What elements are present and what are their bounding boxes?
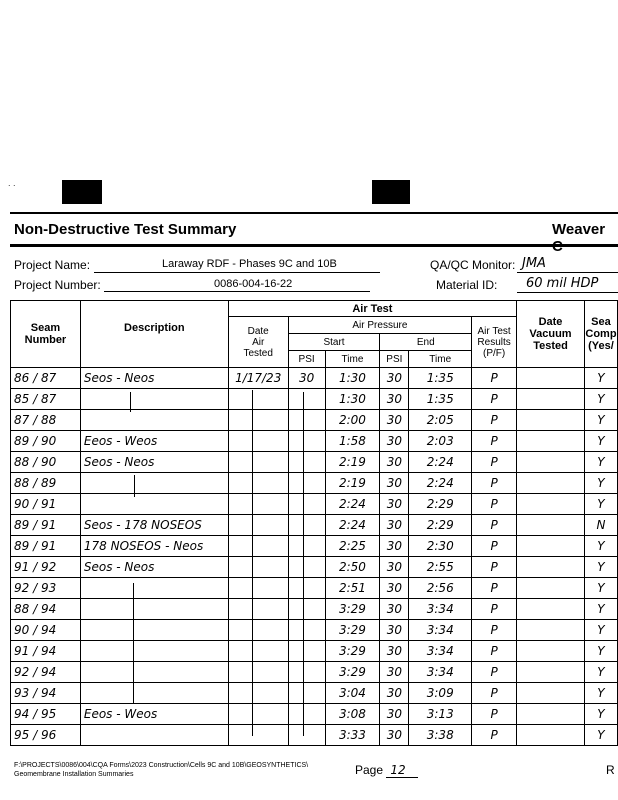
cell-seam: 89 / 91: [11, 515, 81, 536]
material-id-value: 60 mil HDP: [526, 276, 599, 291]
cell-end-psi: 30: [380, 704, 409, 725]
cell-vacuum: [517, 620, 585, 641]
cell-date: [228, 725, 288, 746]
cell-result: P: [472, 641, 517, 662]
cell-description: [80, 410, 228, 431]
cell-comp: Y: [584, 557, 617, 578]
cell-description: Seos - 178 NOSEOS: [80, 515, 228, 536]
cell-seam: 94 / 95: [11, 704, 81, 725]
table-row: [11, 641, 618, 662]
cell-start-psi: [288, 410, 325, 431]
cell-start-psi: [288, 494, 325, 515]
project-number-value: 0086-004-16-22: [214, 278, 293, 290]
cell-end-time: 2:30: [409, 536, 472, 557]
table-row: [11, 620, 618, 641]
cell-date: [228, 641, 288, 662]
cell-start-time: 3:08: [325, 704, 380, 725]
footer-right-mark: R: [606, 763, 615, 777]
cell-start-time: 2:00: [325, 410, 380, 431]
cell-date: [228, 599, 288, 620]
scan-marks: . .: [8, 178, 16, 188]
cell-description: [80, 725, 228, 746]
cell-end-psi: 30: [380, 389, 409, 410]
cell-end-psi: 30: [380, 368, 409, 389]
table-row: [11, 578, 618, 599]
cell-start-time: 1:30: [325, 368, 380, 389]
col-description-header: Description: [80, 301, 228, 368]
cell-result: P: [472, 620, 517, 641]
cell-description: [80, 578, 228, 599]
cell-result: P: [472, 389, 517, 410]
cell-start-psi: [288, 536, 325, 557]
cell-date: [228, 578, 288, 599]
cell-description: [80, 473, 228, 494]
table-row: [11, 452, 618, 473]
project-name-label: Project Name:: [14, 258, 91, 272]
cell-end-time: 3:34: [409, 662, 472, 683]
cell-start-psi: [288, 599, 325, 620]
cell-vacuum: [517, 557, 585, 578]
cell-start-psi: [288, 431, 325, 452]
cell-start-psi: [288, 452, 325, 473]
cell-end-psi: 30: [380, 578, 409, 599]
cell-vacuum: [517, 641, 585, 662]
col-seam-header: Seam Number: [11, 301, 81, 368]
cell-comp: Y: [584, 662, 617, 683]
cell-seam: 92 / 94: [11, 662, 81, 683]
cell-seam: 85 / 87: [11, 389, 81, 410]
cell-result: P: [472, 368, 517, 389]
cell-comp: Y: [584, 431, 617, 452]
cell-end-psi: 30: [380, 494, 409, 515]
cell-result: P: [472, 515, 517, 536]
air-pressure-header: Air Pressure: [288, 317, 471, 334]
material-id-label: Material ID:: [436, 278, 498, 292]
cell-vacuum: [517, 599, 585, 620]
table-row: [11, 368, 618, 389]
cell-end-psi: 30: [380, 473, 409, 494]
cell-comp: Y: [584, 578, 617, 599]
cell-result: P: [472, 536, 517, 557]
cell-start-time: 3:29: [325, 620, 380, 641]
cell-end-time: 1:35: [409, 389, 472, 410]
cell-end-time: 3:09: [409, 683, 472, 704]
cell-seam: 90 / 94: [11, 620, 81, 641]
cell-date: [228, 452, 288, 473]
cell-description: [80, 641, 228, 662]
start-psi-header: PSI: [288, 351, 325, 368]
cell-comp: Y: [584, 704, 617, 725]
table-row: [11, 683, 618, 704]
footer-path: F:\PROJECTS\0086\004\CQA Forms\2023 Construction\Cells 9C and 10B\GEOSYNTHETICS\ Geomembrane Installation Summaries: [14, 762, 309, 778]
ditto-arrow-psi: [303, 392, 304, 736]
start-header: Start: [288, 334, 380, 351]
cell-end-psi: 30: [380, 515, 409, 536]
cell-result: P: [472, 452, 517, 473]
table-row: [11, 662, 618, 683]
table-row: [11, 704, 618, 725]
cell-start-time: 2:24: [325, 515, 380, 536]
cell-date: [228, 473, 288, 494]
cell-result: P: [472, 557, 517, 578]
cell-comp: Y: [584, 641, 617, 662]
cell-vacuum: [517, 410, 585, 431]
cell-vacuum: [517, 368, 585, 389]
cell-comp: Y: [584, 683, 617, 704]
cell-start-psi: [288, 557, 325, 578]
cell-comp: Y: [584, 389, 617, 410]
cell-start-time: 3:29: [325, 641, 380, 662]
col-comp-header: Sea Comp (Yes/: [584, 301, 617, 368]
table-row: [11, 557, 618, 578]
cell-end-time: 2:03: [409, 431, 472, 452]
cell-result: P: [472, 662, 517, 683]
cell-vacuum: [517, 473, 585, 494]
cell-end-time: 1:35: [409, 368, 472, 389]
cell-result: P: [472, 683, 517, 704]
table-row: [11, 494, 618, 515]
table-row: [11, 536, 618, 557]
ditto-arrow-desc-1: [130, 392, 131, 412]
cell-end-time: 3:34: [409, 599, 472, 620]
cell-description: [80, 683, 228, 704]
cell-vacuum: [517, 389, 585, 410]
cell-result: P: [472, 599, 517, 620]
cell-start-psi: [288, 620, 325, 641]
cell-end-psi: 30: [380, 452, 409, 473]
redaction-box-left: [62, 180, 102, 204]
table-row: [11, 515, 618, 536]
cell-start-psi: [288, 641, 325, 662]
cell-result: P: [472, 473, 517, 494]
cell-start-time: 3:04: [325, 683, 380, 704]
col-results-header: Air Test Results (P/F): [472, 317, 517, 368]
ditto-arrow-date: [252, 390, 253, 736]
air-test-table: [10, 300, 618, 746]
cell-description: [80, 620, 228, 641]
cell-vacuum: [517, 431, 585, 452]
cell-result: P: [472, 410, 517, 431]
cell-end-time: 3:34: [409, 641, 472, 662]
table-row: [11, 725, 618, 746]
company-name: Weaver: [552, 221, 606, 238]
col-date-header: Date Air Tested: [228, 317, 288, 368]
cell-end-time: 2:29: [409, 515, 472, 536]
cell-description: [80, 599, 228, 620]
cell-start-psi: [288, 725, 325, 746]
cell-start-psi: [288, 515, 325, 536]
cell-description: [80, 389, 228, 410]
cell-end-psi: 30: [380, 431, 409, 452]
material-id-line: [517, 292, 618, 293]
cell-start-psi: [288, 662, 325, 683]
cell-description: Seos - Neos: [80, 557, 228, 578]
cell-comp: Y: [584, 494, 617, 515]
cell-vacuum: [517, 515, 585, 536]
cell-comp: Y: [584, 536, 617, 557]
project-name-line: [94, 272, 380, 273]
cell-seam: 95 / 96: [11, 725, 81, 746]
cell-vacuum: [517, 704, 585, 725]
cell-start-time: 3:33: [325, 725, 380, 746]
cell-start-time: 1:58: [325, 431, 380, 452]
cell-end-psi: 30: [380, 557, 409, 578]
cell-seam: 89 / 90: [11, 431, 81, 452]
project-number-label: Project Number:: [14, 278, 101, 292]
cell-seam: 92 / 93: [11, 578, 81, 599]
table-row: [11, 473, 618, 494]
cell-vacuum: [517, 536, 585, 557]
cell-vacuum: [517, 725, 585, 746]
cell-date: [228, 683, 288, 704]
cell-date: [228, 536, 288, 557]
page-indicator: Page 12: [355, 763, 418, 777]
cell-end-time: 2:24: [409, 473, 472, 494]
cell-start-time: 3:29: [325, 662, 380, 683]
cell-seam: 88 / 94: [11, 599, 81, 620]
cell-seam: 93 / 94: [11, 683, 81, 704]
cell-result: P: [472, 431, 517, 452]
cell-result: P: [472, 725, 517, 746]
cell-end-time: 2:24: [409, 452, 472, 473]
cell-comp: Y: [584, 410, 617, 431]
cell-result: P: [472, 494, 517, 515]
col-vacuum-header: Date Vacuum Tested: [517, 301, 585, 368]
cell-comp: N: [584, 515, 617, 536]
cell-end-time: 2:55: [409, 557, 472, 578]
start-time-header: Time: [325, 351, 380, 368]
cell-seam: 91 / 92: [11, 557, 81, 578]
cell-start-time: 2:19: [325, 473, 380, 494]
cell-start-time: 2:19: [325, 452, 380, 473]
cell-start-psi: [288, 473, 325, 494]
table-row: [11, 389, 618, 410]
page-number: 12: [386, 763, 417, 778]
cell-end-time: 2:29: [409, 494, 472, 515]
cell-seam: 87 / 88: [11, 410, 81, 431]
end-psi-header: PSI: [380, 351, 409, 368]
cell-end-psi: 30: [380, 683, 409, 704]
cell-vacuum: [517, 494, 585, 515]
cell-end-time: 2:56: [409, 578, 472, 599]
cell-date: [228, 389, 288, 410]
cell-vacuum: [517, 662, 585, 683]
cell-comp: Y: [584, 620, 617, 641]
cell-comp: Y: [584, 599, 617, 620]
cell-start-psi: [288, 683, 325, 704]
cell-description: Eeos - Weos: [80, 431, 228, 452]
cell-description: 178 NOSEOS - Neos: [80, 536, 228, 557]
cell-date: 1/17/23: [228, 368, 288, 389]
cell-end-time: 3:34: [409, 620, 472, 641]
cell-date: [228, 620, 288, 641]
cell-comp: Y: [584, 452, 617, 473]
cell-end-psi: 30: [380, 536, 409, 557]
table-row: [11, 410, 618, 431]
cell-seam: 86 / 87: [11, 368, 81, 389]
cell-vacuum: [517, 683, 585, 704]
cell-end-time: 3:38: [409, 725, 472, 746]
cell-comp: Y: [584, 368, 617, 389]
ditto-arrow-desc-2: [134, 475, 135, 497]
air-test-header: Air Test: [228, 301, 516, 317]
cell-start-time: 2:25: [325, 536, 380, 557]
ditto-arrow-desc-3: [133, 583, 134, 703]
cell-result: P: [472, 578, 517, 599]
cell-end-psi: 30: [380, 620, 409, 641]
cell-comp: Y: [584, 725, 617, 746]
cell-date: [228, 410, 288, 431]
cell-vacuum: [517, 578, 585, 599]
end-header: End: [380, 334, 472, 351]
cell-end-psi: 30: [380, 641, 409, 662]
qa-monitor-line: [517, 272, 618, 273]
page-title: Non-Destructive Test Summary: [14, 221, 237, 238]
cell-comp: Y: [584, 473, 617, 494]
cell-description: [80, 494, 228, 515]
cell-start-psi: [288, 389, 325, 410]
cell-end-time: 3:13: [409, 704, 472, 725]
end-time-header: Time: [409, 351, 472, 368]
project-name-value: Laraway RDF - Phases 9C and 10B: [162, 258, 337, 270]
cell-date: [228, 494, 288, 515]
cell-seam: 89 / 91: [11, 536, 81, 557]
table-row: [11, 599, 618, 620]
cell-result: P: [472, 704, 517, 725]
cell-date: [228, 704, 288, 725]
cell-end-psi: 30: [380, 599, 409, 620]
cell-start-time: 1:30: [325, 389, 380, 410]
cell-description: [80, 662, 228, 683]
cell-seam: 91 / 94: [11, 641, 81, 662]
cell-start-psi: [288, 704, 325, 725]
qa-monitor-label: QA/QC Monitor:: [430, 258, 516, 272]
qa-monitor-value: JMA: [522, 256, 546, 271]
cell-start-time: 3:29: [325, 599, 380, 620]
cell-date: [228, 431, 288, 452]
cell-seam: 88 / 90: [11, 452, 81, 473]
header-bottom-rule: [10, 244, 618, 247]
cell-start-time: 2:50: [325, 557, 380, 578]
cell-start-psi: 30: [288, 368, 325, 389]
cell-end-psi: 30: [380, 410, 409, 431]
cell-seam: 88 / 89: [11, 473, 81, 494]
redaction-box-right: [372, 180, 410, 204]
cell-end-psi: 30: [380, 725, 409, 746]
table-row: [11, 431, 618, 452]
cell-description: Eeos - Weos: [80, 704, 228, 725]
cell-start-time: 2:51: [325, 578, 380, 599]
cell-date: [228, 557, 288, 578]
cell-end-time: 2:05: [409, 410, 472, 431]
cell-vacuum: [517, 452, 585, 473]
cell-description: Seos - Neos: [80, 452, 228, 473]
cell-date: [228, 662, 288, 683]
cell-description: Seos - Neos: [80, 368, 228, 389]
project-number-line: [104, 291, 370, 292]
cell-start-psi: [288, 578, 325, 599]
cell-date: [228, 515, 288, 536]
cell-end-psi: 30: [380, 662, 409, 683]
cell-seam: 90 / 91: [11, 494, 81, 515]
cell-start-time: 2:24: [325, 494, 380, 515]
header-top-rule: [10, 212, 618, 214]
